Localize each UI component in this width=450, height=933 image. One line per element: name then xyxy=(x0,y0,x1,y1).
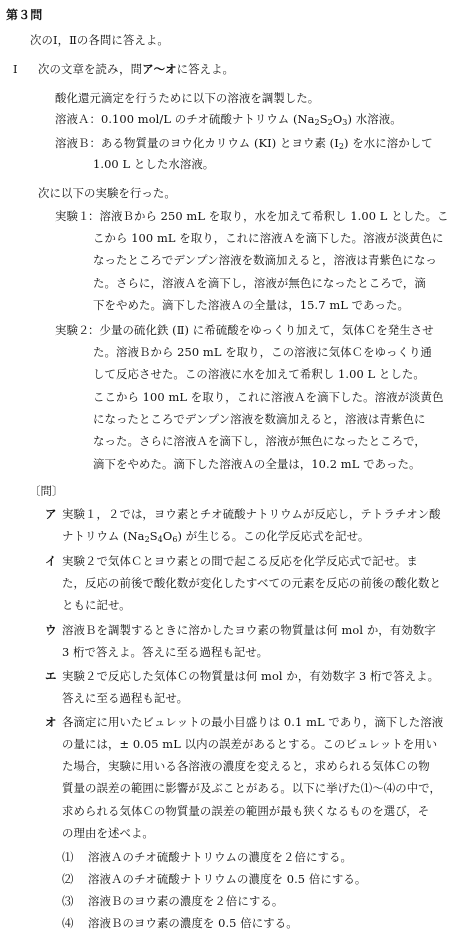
question-i-line: ともに記せ。 xyxy=(62,598,131,612)
exp2-label: 実験２ xyxy=(55,323,90,337)
question-o-line: の量には，± 0.05 mL 以内の誤差があるとする。このビュレットを用い xyxy=(62,737,438,751)
exp2-line: になったところでデンプン溶液を数滴加えると，溶液は青紫色に xyxy=(93,412,426,426)
question-i-line: 実験２で気体Ｃとヨウ素との間で起こる反応を化学反応式で記せ。ま xyxy=(62,554,418,568)
question-u-line: 溶液Ｂを調製するときに溶かしたヨウ素の物質量は何 mol か，有効数字 xyxy=(62,623,436,637)
option-text: 溶液Ａのチオ硫酸ナトリウムの濃度を２倍にする。 xyxy=(88,850,352,864)
exp2-line: ここから 100 mL を取り，これに溶液Ａを滴下した。溶液が淡黄色 xyxy=(93,390,444,404)
solution-b: 溶液Ｂ：ある物質量のヨウ化カリウム (KI) とヨウ素 $(I_2)$ を水に溶かして xyxy=(55,136,433,151)
option-number: ⑴ xyxy=(62,850,74,864)
exp2-line: た。溶液Ｂから 250 mL を取り，この溶液に気体Ｃをゆっくり通 xyxy=(93,345,432,359)
exp1-line: なったところでデンプン溶液を数滴加えると，溶液は青紫色になっ xyxy=(93,253,437,267)
question-o-line: の理由を述べよ。 xyxy=(62,826,154,840)
intro-text: 次のⅠ，Ⅱの各問に答えよ。 xyxy=(30,33,169,47)
solution-b-line2: 1.00 L とした水溶液。 xyxy=(93,157,215,171)
option-number: ⑵ xyxy=(62,872,74,886)
section-instruction: 次の文章を読み，問ア～オに答えよ。 xyxy=(38,62,235,76)
exp2-line: して反応させた。この溶液に水を加えて希釈し 1.00 L とした。 xyxy=(93,367,425,381)
section-numeral: Ⅰ xyxy=(13,62,18,76)
exp2-line: 滴下をやめた。滴下した溶液Ａの全量は，10.2 mL であった。 xyxy=(93,457,421,471)
question-i-mark: イ xyxy=(45,554,57,568)
exp1-line: 下をやめた。滴下した溶液Ａの全量は，15.7 mL であった。 xyxy=(93,298,409,312)
exp1-line: た。さらに，溶液Ａを滴下し，溶液が無色になったところで，滴 xyxy=(93,276,426,290)
question-o-line: た場合，実験に用いる各溶液の濃度を変えると，求められる気体Ｃの物 xyxy=(62,759,430,773)
question-o-line: 各滴定に用いたビュレットの最小目盛りは 0.1 mL であり，滴下した溶液 xyxy=(62,715,444,729)
option-text: 溶液Ｂのヨウ素の濃度を 0.5 倍にする。 xyxy=(88,916,298,930)
exp2-line: なった。さらに溶液Ａを滴下し，溶液が無色になったところで， xyxy=(93,434,426,448)
question-u-mark: ウ xyxy=(45,623,57,637)
option-number: ⑶ xyxy=(62,894,74,908)
prep-text: 酸化還元滴定を行うために以下の溶液を調製した。 xyxy=(55,91,320,105)
option-number: ⑷ xyxy=(62,916,74,930)
question-o-line: 質量の誤差の範囲に影響が及ぶことがある。以下に挙げた⑴～⑷の中で， xyxy=(62,781,441,795)
question-e-mark: エ xyxy=(45,669,57,683)
questions-label: 〔問〕 xyxy=(29,484,64,498)
question-u-line: 3 桁で答えよ。答えに至る過程も記せ。 xyxy=(62,645,269,659)
exp2-line: ：少量の硫化鉄 (Ⅱ) に希硫酸をゆっくり加えて，気体Ｃを発生させ xyxy=(88,323,434,337)
exp1-line: こから 100 mL を取り，これに溶液Ａを滴下した。溶液が淡黄色に xyxy=(93,231,444,245)
question-o-line: 求められる気体Ｃの物質量の誤差の範囲が最も狭くなるものを選び，そ xyxy=(62,804,430,818)
question-a-line: 実験１，２では，ヨウ素とチオ硫酸ナトリウムが反応し，テトラチオン酸 xyxy=(62,507,441,521)
solution-a: 溶液Ａ：0.100 mol/L のチオ硫酸ナトリウム $(Na_2S_2O_3)$ 水溶液。 xyxy=(55,112,402,127)
question-i-line: た，反応の前後で酸化数が変化したすべての元素を反応の前後の酸化数と xyxy=(62,576,441,590)
option-text: 溶液Ａのチオ硫酸ナトリウムの濃度を 0.5 倍にする。 xyxy=(88,872,367,886)
option-text: 溶液Ｂのヨウ素の濃度を２倍にする。 xyxy=(88,894,284,908)
question-e-line: 答えに至る過程も記せ。 xyxy=(62,691,189,705)
exp1-line: ：溶液Ｂから 250 mL を取り，水を加えて希釈し 1.00 L とした。こ xyxy=(88,209,449,223)
question-e-line: 実験２で反応した気体Ｃの物質量は何 mol か，有効数字 3 桁で答えよ。 xyxy=(62,669,440,683)
question-o-mark: オ xyxy=(45,715,57,729)
exp1-label: 実験１ xyxy=(55,209,90,223)
question-a-mark: ア xyxy=(45,507,57,521)
question-a-line: ナトリウム $(Na_2S_4O_6)$ が生じる。この化学反応式を記せ。 xyxy=(62,529,370,544)
problem-heading: 第３問 xyxy=(6,8,43,22)
experiments-intro: 次に以下の実験を行った。 xyxy=(38,186,176,200)
